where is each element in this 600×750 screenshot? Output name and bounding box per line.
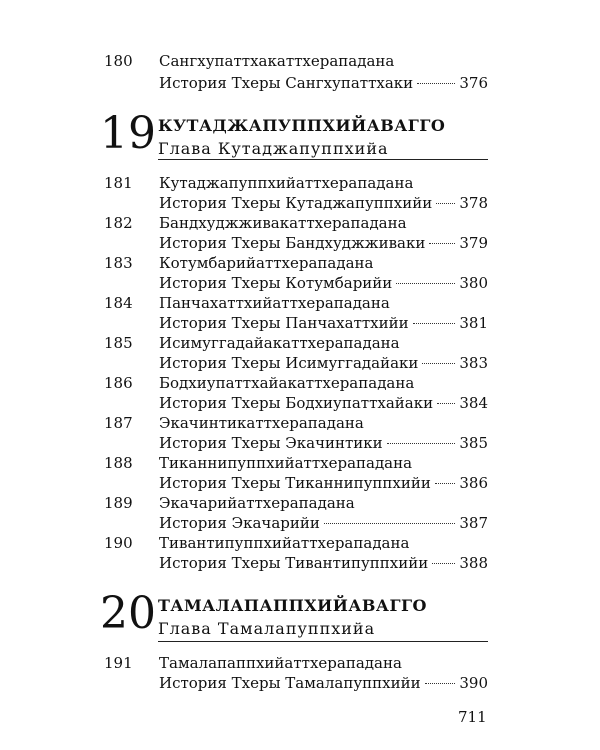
entry-russian-title: История Тхеры Бандхуджживаки [159,234,426,252]
leader-dots [432,563,455,564]
entry-russian-title: История Тхеры Котумбарийи [159,274,393,292]
entry-page: 385 [459,434,488,452]
entry-number: 188 [104,454,133,472]
entry-page: 388 [459,554,488,572]
entry-russian-line [159,194,488,212]
entry-number: 187 [104,414,133,432]
entry-russian-line [159,234,488,252]
chapter-rule [158,641,488,642]
chapter-rule [158,159,488,160]
leader-dots [413,323,456,324]
entry-number: 181 [104,174,133,192]
entry-pali-title: Сангхупаттхакаттхерападана [159,52,395,70]
leader-dots [396,283,455,284]
leader-dots [435,483,455,484]
entry-russian-title: История Тхеры Экачинтики [159,434,383,452]
entry-russian-line [159,514,488,532]
entry-russian-line [159,554,488,572]
entry-russian-title: История Тхеры Сангхупаттхаки [159,74,414,92]
chapter-pali-title: КУТАДЖАПУППХИЙАВАГГО [158,116,446,135]
entry-pali-title: Кутаджапуппхийаттхерападана [159,174,414,192]
chapter-russian-title: Глава Кутаджапуппхийа [158,139,389,158]
entry-number: 182 [104,214,133,232]
entry-page: 387 [459,514,488,532]
entry-page: 380 [459,274,488,292]
entry-russian-line [159,674,488,692]
entry-number: 191 [104,654,133,672]
page-number: 711 [458,708,487,726]
entry-number: 183 [104,254,133,272]
entry-pali-title: Бодхиупаттхайакаттхерападана [159,374,415,392]
entry-russian-title: История Тхеры Кутаджапуппхийи [159,194,433,212]
leader-dots [422,363,455,364]
entry-number: 186 [104,374,133,392]
entry-russian-title: История Тхеры Тамалапуппхийи [159,674,421,692]
entry-pali-title: Исимуггадайакаттхерападана [159,334,400,352]
entry-russian-line [159,394,488,412]
entry-page: 381 [459,314,488,332]
leader-dots [429,243,455,244]
entry-russian-title: История Тхеры Тиканнипуппхийи [159,474,431,492]
entry-pali-title: Тамалапаппхийаттхерападана [159,654,402,672]
entry-pali-title: Экачинтикаттхерападана [159,414,364,432]
entry-russian-line [159,434,488,452]
entry-russian-line [159,274,488,292]
entry-number: 189 [104,494,133,512]
entry-russian-line [159,74,488,92]
chapter-number: 20 [100,588,156,639]
entry-number: 180 [104,52,133,70]
leader-dots [436,203,455,204]
leader-dots [324,523,455,524]
entry-page: 378 [459,194,488,212]
entry-russian-title: История Тхеры Бодхиупаттхайаки [159,394,434,412]
entry-page: 379 [459,234,488,252]
entry-russian-line [159,474,488,492]
entry-pali-title: Котумбарийаттхерападана [159,254,374,272]
entry-russian-title: История Тхеры Панчахаттхийи [159,314,409,332]
entry-russian-line [159,314,488,332]
entry-pali-title: Бандхуджживакаттхерападана [159,214,407,232]
entry-russian-line [159,354,488,372]
entry-number: 185 [104,334,133,352]
entry-pali-title: Тивантипуппхийаттхерападана [159,534,410,552]
leader-dots [387,443,456,444]
entry-page: 376 [459,74,488,92]
entry-page: 384 [459,394,488,412]
chapter-pali-title: ТАМАЛАПАППХИЙАВАГГО [158,596,427,615]
entry-pali-title: Экачарийаттхерападана [159,494,355,512]
leader-dots [425,683,456,684]
entry-pali-title: Панчахаттхийаттхерападана [159,294,390,312]
entry-russian-title: История Тхеры Тивантипуппхийи [159,554,429,572]
entry-page: 383 [459,354,488,372]
entry-pali-title: Тиканнипуппхийаттхерападана [159,454,413,472]
entry-russian-title: История Тхеры Исимуггадайаки [159,354,419,372]
entry-page: 390 [459,674,488,692]
entry-number: 190 [104,534,133,552]
leader-dots [417,83,455,84]
chapter-russian-title: Глава Тамалапуппхийа [158,619,376,638]
entry-page: 386 [459,474,488,492]
leader-dots [437,403,455,404]
chapter-number: 19 [100,108,156,159]
entry-russian-title: История Экачарийи [159,514,320,532]
entry-number: 184 [104,294,133,312]
